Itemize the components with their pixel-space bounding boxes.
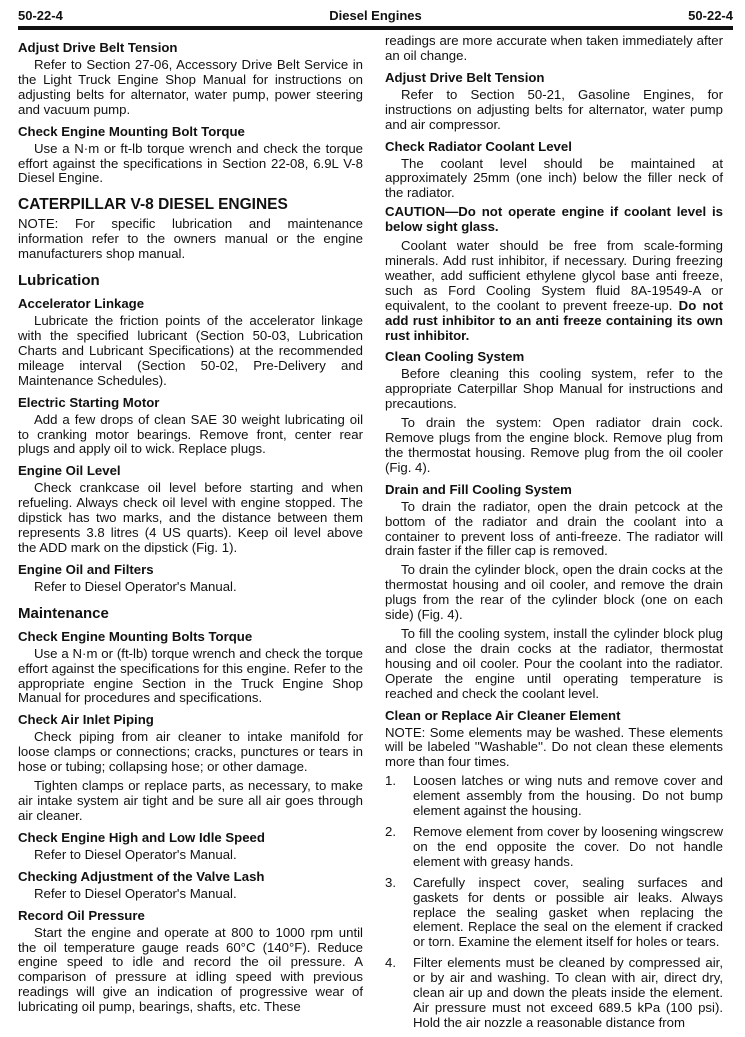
step-text: Remove element from cover by loosening wingscrew on the end opposite the cover. Do not handle element with greasy hands. bbox=[413, 823, 723, 869]
paragraph: Before cleaning this cooling system, refer to the appropriate Caterpillar Shop Manual for instructions and precautions. bbox=[385, 366, 723, 412]
paragraph: readings are more accurate when taken immediately after an oil change. bbox=[385, 33, 723, 63]
paragraph bbox=[385, 239, 723, 343]
step-number: 3. bbox=[385, 874, 396, 890]
caution-notice: CAUTION—Do not operate engine if coolant level is below sight glass. bbox=[385, 204, 723, 235]
paragraph: To drain the radiator, open the drain petcock at the bottom of the radiator and drain the coolant into a container to prevent loss of anti-freeze. The radiator will drain faster if the filler cap is removed. bbox=[385, 498, 723, 559]
paragraph: Use a N·m or (ft-lb) torque wrench and check the torque effort against the specifications for this engine. Refer to the appropriate engine Section in the Truck Engine Shop Manual for procedures and specifications. bbox=[18, 645, 363, 706]
chapter-title: Diesel Engines bbox=[329, 8, 422, 23]
step-text: Filter elements must be cleaned by compressed air, or by air and washing. To clean with air, direct dry, clean air up and down the pleats inside the element. Air pressure must not exceed 689.5 kPa (100 psi). Hold the air nozzle a reasonable distance from bbox=[413, 955, 723, 1030]
section-heading: Adjust Drive Belt Tension bbox=[385, 69, 545, 85]
list-item bbox=[385, 774, 723, 819]
paragraph: Start the engine and operate at 800 to 1000 rpm until the oil temperature gauge reads 60°C (140°F). Reduce engine speed to idle and record the oil pressure. A comparison of pressure at idling speed with previous readings will give an indication of progressive wear of lubricating oil pump, bearings, shafts, etc. These bbox=[18, 924, 363, 1015]
section-heading: Record Oil Pressure bbox=[18, 907, 145, 923]
paragraph: Refer to Diesel Operator's Manual. bbox=[34, 846, 237, 862]
section-heading: Electric Starting Motor bbox=[18, 394, 160, 410]
page-number-left: 50-22-4 bbox=[18, 8, 63, 23]
paragraph: Check crankcase oil level before starting and when refueling. Always check oil level with engine stopped. The dipstick has two marks, and the distance between them represents 3.8 litres (4 US quarts). Keep oil level above the ADD mark on the dipstick (Fig. 1). bbox=[18, 480, 363, 555]
paragraph: Tighten clamps or replace parts, as necessary, to make air intake system air tight and be sure all air goes through air cleaner. bbox=[18, 778, 363, 823]
paragraph: Refer to Section 50-21, Gasoline Engines, for instructions on adjusting belts for alternator, water pump and air compressor. bbox=[385, 86, 723, 132]
paragraph: Refer to Diesel Operator's Manual. bbox=[34, 578, 237, 594]
paragraph: Add a few drops of clean SAE 30 weight lubricating oil to cranking motor bearings. Remove front, center rear plugs and apply oil to wick. Replace plugs. bbox=[18, 411, 363, 457]
paragraph: Lubricate the friction points of the accelerator linkage with the specified lubricant (Section 50-03, Lubrication Charts and Lubricant Specifications) at the recommended mileage interval (Section 50-02, Pre-Delivery and Maintenance Schedules). bbox=[18, 313, 363, 388]
header-rule bbox=[18, 26, 733, 30]
paragraph: Use a N·m or ft-lb torque wrench and check the torque effort against the specifications in Section 22-08, 6.9L V-8 Diesel Engine. bbox=[18, 140, 363, 186]
section-heading: Engine Oil and Filters bbox=[18, 561, 154, 577]
paragraph: To drain the system: Open radiator drain cock. Remove plugs from the engine block. Remove plug from the thermostat housing. Remove plug from the oil cooler (Fig. 4). bbox=[385, 415, 723, 475]
step-text: Loosen latches or wing nuts and remove cover and element assembly from the housing. Do not bump element against the housing. bbox=[413, 773, 723, 819]
section-heading: Check Radiator Coolant Level bbox=[385, 138, 572, 154]
list-item bbox=[385, 956, 723, 1031]
paragraph: Refer to Section 27-06, Accessory Drive Belt Service in the Light Truck Engine Shop Manual for instructions on adjusting belts for alternator, water pump, power steering and vacuum pump. bbox=[18, 57, 363, 117]
section-heading: Check Engine Mounting Bolts Torque bbox=[18, 628, 253, 644]
section-heading: Clean or Replace Air Cleaner Element bbox=[385, 707, 621, 723]
major-heading: CATERPILLAR V-8 DIESEL ENGINES bbox=[18, 196, 288, 214]
topic-heading: Maintenance bbox=[18, 604, 109, 622]
warning-text: Do not add rust inhibitor to an anti freeze containing its own rust inhibitor. bbox=[385, 297, 723, 343]
section-heading: Clean Cooling System bbox=[385, 349, 525, 365]
section-heading: Check Air Inlet Piping bbox=[18, 712, 154, 728]
list-item bbox=[385, 825, 723, 870]
step-number: 1. bbox=[385, 773, 396, 789]
two-column-body bbox=[18, 34, 733, 1037]
step-text: Carefully inspect cover, sealing surfaces and gaskets for dents or possible air leaks. Always replace the sealing gasket when replacing the element. Replace the seal on the element if cracked or torn. Examine the element itself for holes or tears. bbox=[413, 874, 723, 950]
topic-heading: Lubrication bbox=[18, 272, 100, 290]
note-paragraph: NOTE: Some elements may be washed. These elements will be labeled ''Washable''. Do not clean these elements more than four times. bbox=[385, 724, 723, 770]
paragraph: To drain the cylinder block, open the drain cocks at the thermostat housing and oil cooler, and remove the drain plugs from the rear of the cylinder block (one on each side) (Fig. 4). bbox=[385, 562, 723, 623]
page-header bbox=[18, 8, 733, 23]
section-heading: Check Engine High and Low Idle Speed bbox=[18, 829, 265, 845]
section-heading: Check Engine Mounting Bolt Torque bbox=[18, 123, 245, 139]
step-number: 2. bbox=[385, 823, 396, 839]
page-number-right: 50-22-4 bbox=[688, 8, 733, 23]
section-heading: Engine Oil Level bbox=[18, 463, 121, 479]
note-paragraph: NOTE: For specific lubrication and maintenance information refer to the owners manual or the engine manufacturers shop manual. bbox=[18, 216, 363, 262]
list-item bbox=[385, 876, 723, 951]
section-heading: Checking Adjustment of the Valve Lash bbox=[18, 868, 265, 884]
section-heading: Adjust Drive Belt Tension bbox=[18, 40, 178, 55]
paragraph: To fill the cooling system, install the cylinder block plug and close the drain cocks at the radiator, thermostat housing and oil cooler. Pour the coolant into the radiator. Operate the engine until operating temperature is reached and check the coolant level. bbox=[385, 626, 723, 701]
left-column bbox=[18, 34, 363, 1037]
paragraph-text: Coolant water should be free from scale-forming minerals. Add rust inhibitor, if necessary. During freezing weather, add sufficient ethylene glycol base anti freeze, such as Ford Cooling System fluid 8A-19549-A or equivalent, to the coolant to prevent freeze-up. bbox=[385, 238, 723, 313]
paragraph: The coolant level should be maintained at approximately 25mm (one inch) below the filler neck of the radiator. bbox=[385, 155, 723, 201]
procedure-steps bbox=[385, 774, 723, 1031]
section-heading: Drain and Fill Cooling System bbox=[385, 481, 572, 497]
paragraph: Refer to Diesel Operator's Manual. bbox=[34, 885, 237, 901]
right-column bbox=[385, 34, 723, 1037]
section-heading: Accelerator Linkage bbox=[18, 296, 145, 312]
paragraph: Check piping from air cleaner to intake manifold for loose clamps or connections; cracks, punctures or tears in hose or tubing; collapsing hose; or other damage. bbox=[18, 729, 363, 775]
step-number: 4. bbox=[385, 955, 396, 971]
